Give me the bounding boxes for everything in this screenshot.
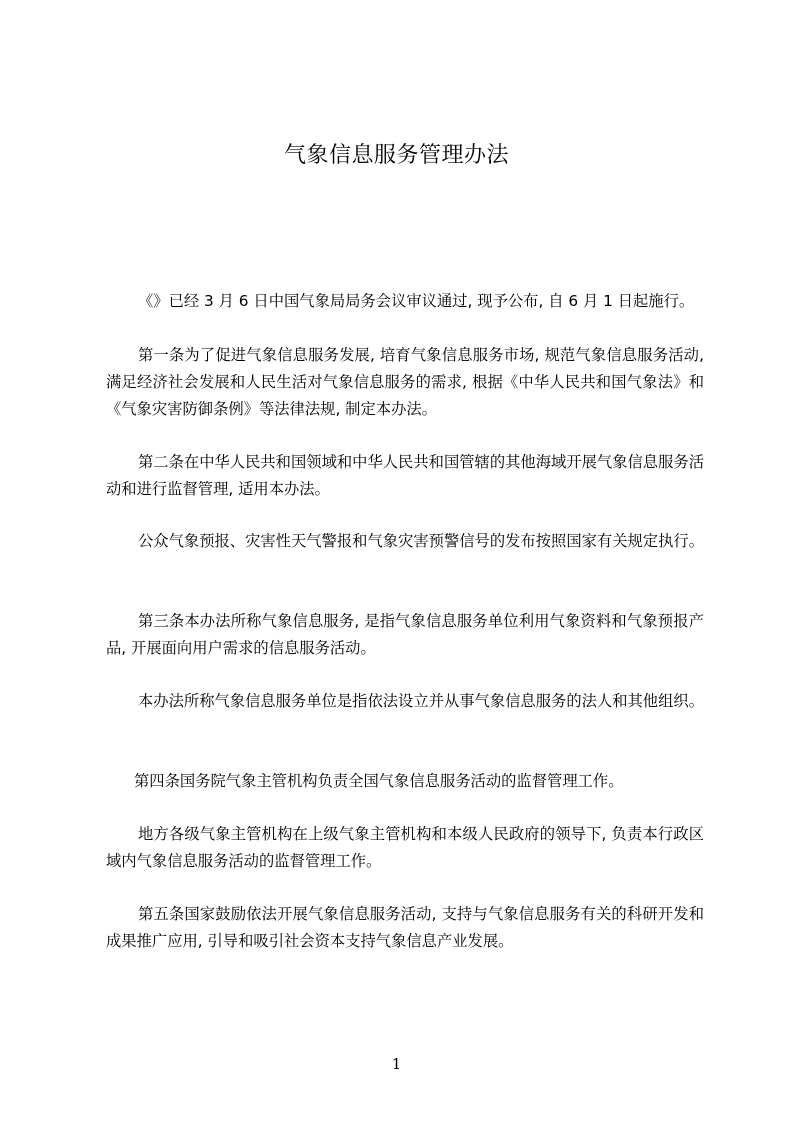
paragraph-article-2-note: 公众气象预报、灾害性天气警报和气象灾害预警信号的发布按照国家有关规定执行。 [138,532,704,550]
paragraph-article-2: 第二条在中华人民共和国领域和中华人民共和国管辖的其他海域开展气象信息服务活动和进行监督管理, 适用本办法。 [106,453,704,498]
paragraph-article-4-note: 地方各级气象主管机构在上级气象主管机构和本级人民政府的领导下, 负责本行政区域内气象信息服务活动的监督管理工作。 [106,825,704,870]
paragraph-preamble: 《》已经 3 月 6 日中国气象局局务会议审议通过, 现予公布, 自 6 月 1 日起施行。 [138,292,695,310]
paragraph-article-3-note: 本办法所称气象信息服务单位是指依法设立并从事气象信息服务的法人和其他组织。 [138,692,704,710]
paragraph-article-3: 第三条本办法所称气象信息服务, 是指气象信息服务单位利用气象资料和气象预报产品, 开展面向用户需求的信息服务活动。 [106,612,704,657]
page-number: 1 [391,1055,402,1073]
paragraph-article-5: 第五条国家鼓励依法开展气象信息服务活动, 支持与气象信息服务有关的科研开发和成果推广应用, 引导和吸引社会资本支持气象信息产业发展。 [106,905,704,950]
paragraph-article-1: 第一条为了促进气象信息服务发展, 培育气象信息服务市场, 规范气象信息服务活动, 满足经济社会发展和人民生活对气象信息服务的需求, 根据《中华人民共和国气象法》和《气象灾害防御条例》等法律法规, 制定本办法。 [106,346,704,418]
paragraph-article-4: 第四条国务院气象主管机构负责全国气象信息服务活动的监督管理工作。 [134,772,624,790]
document-title: 气象信息服务管理办法 [283,143,509,168]
